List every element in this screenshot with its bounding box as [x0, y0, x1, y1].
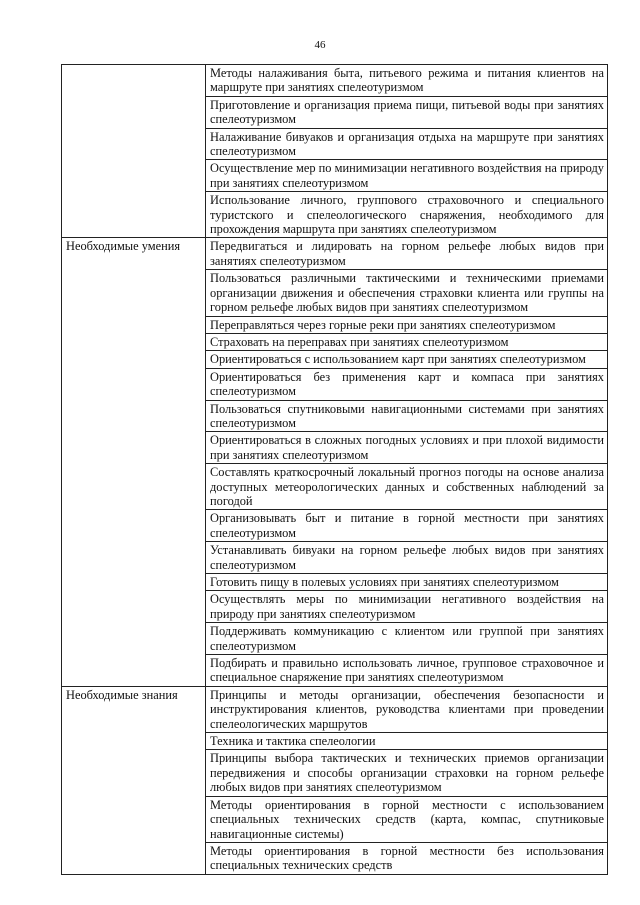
table-cell-text: Приготовление и организация приема пищи, питьевой воды при занятиях спелеотуризмом — [206, 96, 608, 128]
table-cell-text: Методы ориентирования в горной местности без использования специальных технических средств — [206, 842, 608, 874]
table-cell-text: Переправляться через горные реки при занятиях спелеотуризмом — [206, 316, 608, 333]
table-cell-text: Пользоваться различными тактическими и техническими приемами организации движения и обеспечения страховки клиента или группы на горном рельефе любых видов при занятиях спелеотуризмом — [206, 270, 608, 316]
table-cell-text: Ориентироваться без применения карт и компаса при занятиях спелеотуризмом — [206, 368, 608, 400]
table-cell-text: Налаживание бивуаков и организация отдыха на маршруте при занятиях спелеотуризмом — [206, 128, 608, 160]
requirements-table-body — [62, 65, 608, 875]
table-cell-text: Осуществление мер по минимизации негативного воздействия на природу при занятиях спелеотуризмом — [206, 160, 608, 192]
table-cell-text: Передвигаться и лидировать на горном рельефе любых видов при занятиях спелеотуризмом — [206, 238, 608, 270]
table-cell-text: Организовывать быт и питание в горной местности при занятиях спелеотуризмом — [206, 510, 608, 542]
table-cell-text: Методы налаживания быта, питьевого режима и питания клиентов на маршруте при занятиях спелеотуризмом — [206, 65, 608, 97]
table-cell-text: Подбирать и правильно использовать личное, групповое страховочное и специальное снаряжение при занятиях спелеотуризмом — [206, 655, 608, 687]
table-cell-text: Устанавливать бивуаки на горном рельефе любых видов при занятиях спелеотуризмом — [206, 542, 608, 574]
table-row — [62, 686, 608, 732]
table-cell-text: Пользоваться спутниковыми навигационными системами при занятиях спелеотуризмом — [206, 400, 608, 432]
row-label-skills: Необходимые умения — [62, 238, 206, 686]
table-cell-text: Осуществлять меры по минимизации негативного воздействия на природу при занятиях спелеотуризмом — [206, 591, 608, 623]
row-label-knowledge: Необходимые знания — [62, 686, 206, 874]
table-cell-text: Ориентироваться с использованием карт при занятиях спелеотуризмом — [206, 351, 608, 368]
table-row — [62, 238, 608, 270]
table-row — [62, 65, 608, 97]
table-cell-text: Готовить пищу в полевых условиях при занятиях спелеотуризмом — [206, 574, 608, 591]
table-cell-text: Составлять краткосрочный локальный прогноз погоды на основе анализа доступных метеорологических данных и собственных наблюдений за погодой — [206, 464, 608, 510]
table-cell-text: Использование личного, группового страховочного и специального туристского и спелеологического снаряжения, необходимого для прохождения маршрута при занятиях спелеотуризмом — [206, 192, 608, 238]
table-cell-text: Принципы и методы организации, обеспечения безопасности и инструктирования клиентов, руководства клиентами при проведении спелеологических маршрутов — [206, 686, 608, 732]
requirements-table — [61, 64, 608, 875]
table-cell-text: Ориентироваться в сложных погодных условиях и при плохой видимости при занятиях спелеотуризмом — [206, 432, 608, 464]
table-cell-text: Поддерживать коммуникацию с клиентом или группой при занятиях спелеотуризмом — [206, 623, 608, 655]
page-number: 46 — [314, 39, 326, 51]
table-cell-text: Техника и тактика спелеологии — [206, 733, 608, 750]
table-cell-text: Принципы выбора тактических и технических приемов организации передвижения и способы организации страховки на горном рельефе любых видов при занятиях спелеотуризмом — [206, 750, 608, 796]
table-cell-text: Методы ориентирования в горной местности с использованием специальных технических средств (карта, компас, спутниковые навигационные системы) — [206, 796, 608, 842]
row-label-cell — [62, 65, 206, 238]
table-cell-text: Страховать на переправах при занятиях спелеотуризмом — [206, 333, 608, 350]
